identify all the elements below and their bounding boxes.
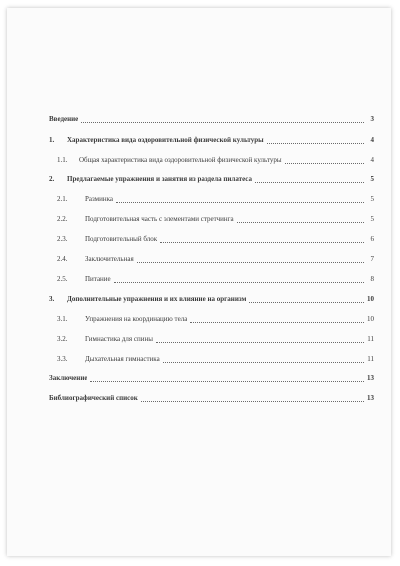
toc-entry xyxy=(57,235,374,244)
toc-page-number: 5 xyxy=(370,175,374,183)
toc-number: 2.3. xyxy=(57,235,68,243)
toc-page-number: 4 xyxy=(370,136,374,144)
toc-page-number: 5 xyxy=(370,195,374,203)
toc-page-number: 7 xyxy=(370,255,374,263)
toc-page-number: 11 xyxy=(367,335,374,343)
toc-entry xyxy=(57,335,374,344)
toc-leader xyxy=(156,341,364,343)
document-page xyxy=(7,8,391,556)
toc-title: Общая характеристика вида оздоровительной физической культуры xyxy=(79,156,282,164)
toc-title: Упражнения на координацию тела xyxy=(85,315,188,323)
toc-number: 3.3. xyxy=(57,355,68,363)
toc-page-number: 10 xyxy=(367,295,374,303)
toc-entry xyxy=(57,195,374,204)
toc-number: 2.1. xyxy=(57,195,68,203)
toc-title: Заключение xyxy=(49,374,88,382)
toc-entry xyxy=(49,115,374,124)
toc-title: Разминка xyxy=(85,195,113,203)
toc-page-number: 13 xyxy=(367,374,374,382)
toc-entry xyxy=(49,374,374,383)
toc-title: Введение xyxy=(49,115,79,123)
toc-entry xyxy=(57,255,374,264)
toc-leader xyxy=(141,400,364,402)
toc-number: 2. xyxy=(49,175,55,183)
toc-leader xyxy=(163,361,364,363)
toc-page-number: 5 xyxy=(370,215,374,223)
toc-number: 2.5. xyxy=(57,275,68,283)
toc-page-number: 3 xyxy=(370,115,374,123)
toc-title: Библиографический список xyxy=(49,394,138,402)
toc-page-number: 6 xyxy=(370,235,374,243)
toc-leader xyxy=(237,221,364,223)
toc-page-number: 13 xyxy=(367,394,374,402)
toc-leader xyxy=(249,301,364,303)
toc-entry xyxy=(57,215,374,224)
toc-title: Дыхательная гимнастика xyxy=(85,355,160,363)
toc-title: Подготовительный блок xyxy=(85,235,158,243)
toc-title: Гимнастика для спины xyxy=(85,335,153,343)
toc-page-number: 11 xyxy=(367,355,374,363)
toc-number: 3.2. xyxy=(57,335,68,343)
toc-title: Подготовительная часть с элементами стретчинга xyxy=(85,215,234,223)
toc-number: 3. xyxy=(49,295,55,303)
toc-entry xyxy=(57,355,374,364)
toc-number: 1. xyxy=(49,136,55,144)
toc-leader xyxy=(81,121,364,123)
toc-number: 3.1. xyxy=(57,315,68,323)
toc-leader xyxy=(267,142,364,144)
toc-number: 2.2. xyxy=(57,215,68,223)
toc-entry xyxy=(49,136,374,145)
toc-leader xyxy=(137,261,364,263)
toc-entry xyxy=(57,275,374,284)
toc-number: 2.4. xyxy=(57,255,68,263)
toc-page-number: 10 xyxy=(367,315,374,323)
toc-leader xyxy=(90,380,364,382)
toc-entry xyxy=(49,175,374,184)
toc-title: Предлагаемые упражнения и занятия из раздела пилатеса xyxy=(67,175,253,183)
toc-leader xyxy=(114,281,364,283)
toc-title: Характеристика вида оздоровительной физической культуры xyxy=(67,136,264,144)
toc-leader xyxy=(116,201,364,203)
toc-leader xyxy=(190,321,364,323)
toc-page-number: 4 xyxy=(370,156,374,164)
toc-title: Дополнительные упражнения и их влияние на организм xyxy=(67,295,247,303)
toc-leader xyxy=(160,241,364,243)
toc-page-number: 8 xyxy=(370,275,374,283)
toc-entry xyxy=(57,315,374,324)
toc-title: Питание xyxy=(85,275,111,283)
toc-number: 1.1. xyxy=(57,156,68,164)
table-of-contents xyxy=(7,8,391,556)
toc-leader xyxy=(255,181,364,183)
toc-leader xyxy=(285,162,364,164)
toc-title: Заключительная xyxy=(85,255,134,263)
toc-entry xyxy=(57,156,374,165)
toc-entry xyxy=(49,295,374,304)
toc-entry xyxy=(49,394,374,403)
